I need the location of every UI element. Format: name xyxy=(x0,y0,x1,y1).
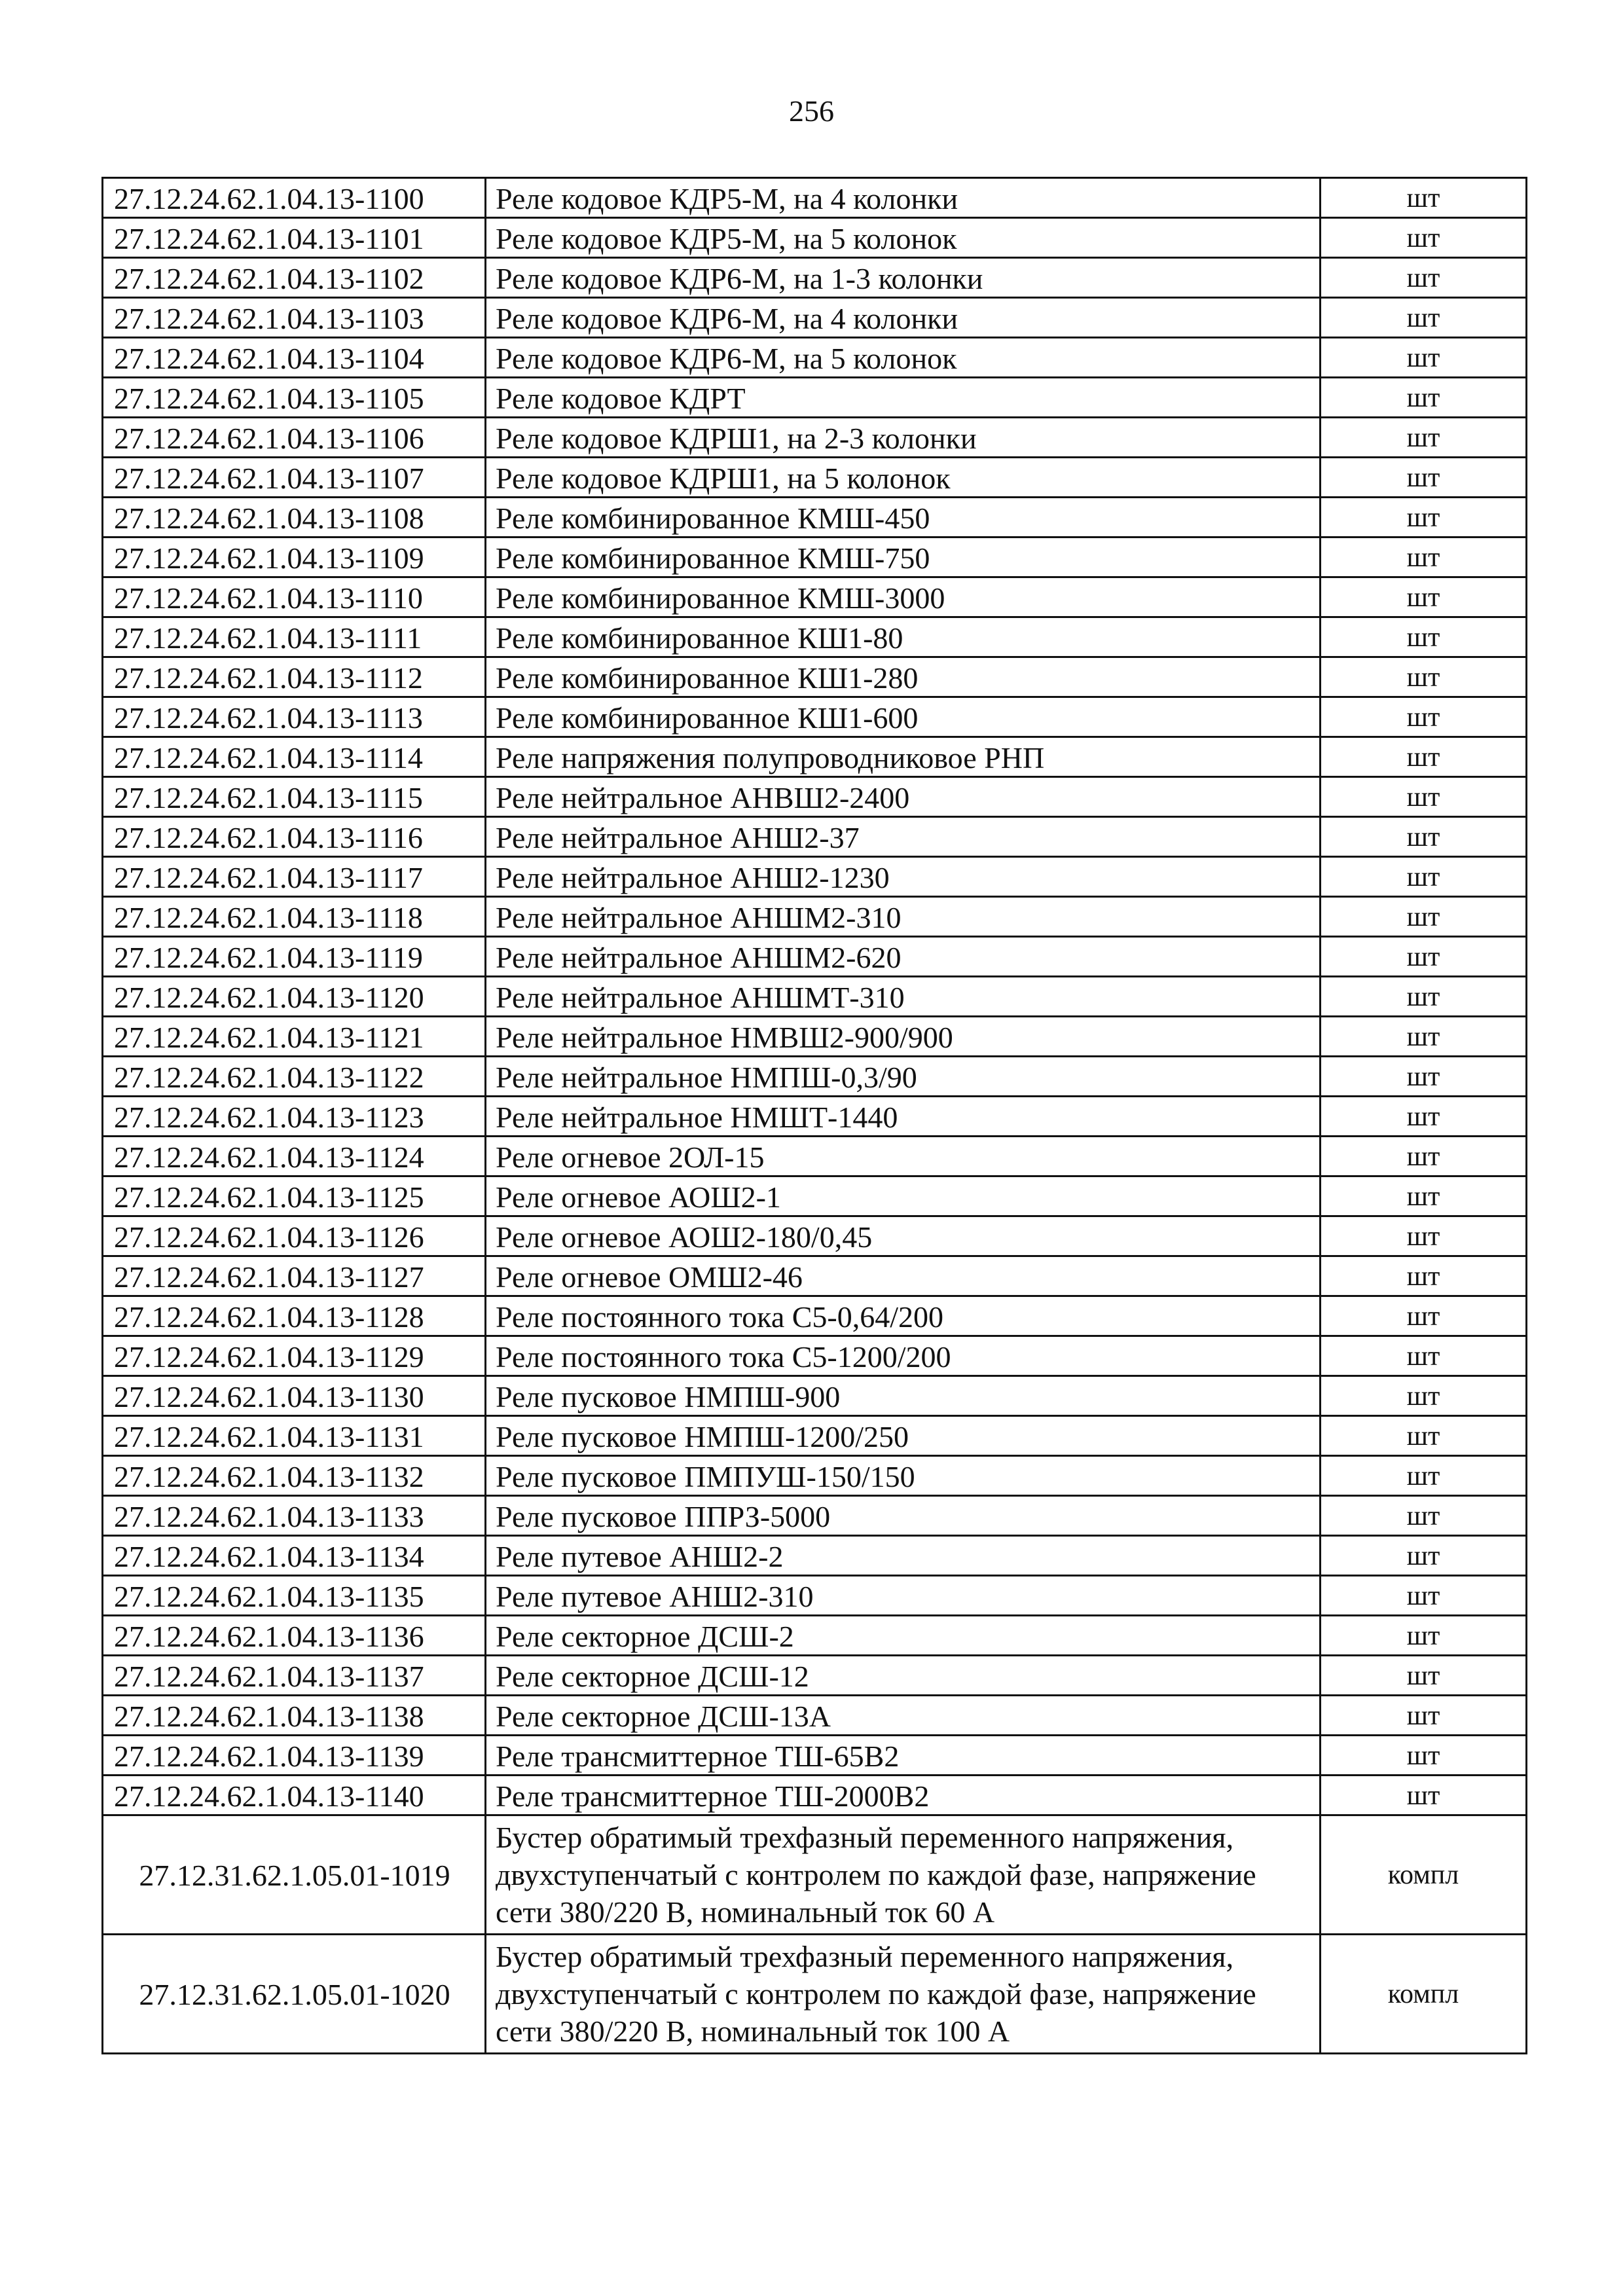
unit-cell: шт xyxy=(1321,1656,1527,1696)
table-row xyxy=(103,737,1527,777)
resource-code-cell: 27.12.24.62.1.04.13-1121 xyxy=(103,1017,486,1057)
unit-cell: шт xyxy=(1321,1416,1527,1456)
unit-cell: шт xyxy=(1321,1456,1527,1496)
resource-code-cell: 27.12.24.62.1.04.13-1106 xyxy=(103,418,486,458)
table-row xyxy=(103,1815,1527,1935)
table-row xyxy=(103,897,1527,937)
table-row xyxy=(103,937,1527,977)
table-row xyxy=(103,697,1527,737)
resource-code-cell: 27.12.24.62.1.04.13-1102 xyxy=(103,258,486,298)
resource-code-cell: 27.12.24.62.1.04.13-1139 xyxy=(103,1736,486,1776)
table-row xyxy=(103,458,1527,498)
resource-code-cell: 27.12.24.62.1.04.13-1115 xyxy=(103,777,486,817)
table-row xyxy=(103,258,1527,298)
unit-cell: шт xyxy=(1321,1057,1527,1097)
resource-code-cell: 27.12.24.62.1.04.13-1113 xyxy=(103,697,486,737)
resource-name-cell: Реле путевое АНШ2-310 xyxy=(486,1576,1321,1616)
unit-cell: шт xyxy=(1321,577,1527,617)
resource-code-cell: 27.12.24.62.1.04.13-1134 xyxy=(103,1536,486,1576)
resource-code-cell: 27.12.24.62.1.04.13-1107 xyxy=(103,458,486,498)
unit-cell: шт xyxy=(1321,977,1527,1017)
unit-cell: шт xyxy=(1321,458,1527,498)
unit-cell: шт xyxy=(1321,1176,1527,1216)
resource-code-cell: 27.12.24.62.1.04.13-1103 xyxy=(103,298,486,338)
unit-cell: шт xyxy=(1321,1137,1527,1176)
table-row xyxy=(103,418,1527,458)
resource-name-cell: Реле нейтральное АНШМ2-620 xyxy=(486,937,1321,977)
resource-name-cell: Реле пусковое ПМПУШ-150/150 xyxy=(486,1456,1321,1496)
resource-name-cell: Реле пусковое НМПШ-900 xyxy=(486,1376,1321,1416)
unit-cell: шт xyxy=(1321,897,1527,937)
resource-name-cell: Реле комбинированное КШ1-280 xyxy=(486,657,1321,697)
resource-code-cell: 27.12.31.62.1.05.01-1020 xyxy=(103,1935,486,2054)
unit-cell: шт xyxy=(1321,1097,1527,1137)
resource-code-cell: 27.12.24.62.1.04.13-1119 xyxy=(103,937,486,977)
table-row xyxy=(103,1536,1527,1576)
table-row xyxy=(103,378,1527,418)
resource-code-cell: 27.12.24.62.1.04.13-1131 xyxy=(103,1416,486,1456)
resource-name-cell: Реле кодовое КДРШ1, на 5 колонок xyxy=(486,458,1321,498)
unit-cell: шт xyxy=(1321,1536,1527,1576)
resource-code-cell: 27.12.24.62.1.04.13-1118 xyxy=(103,897,486,937)
resource-table xyxy=(101,177,1527,2054)
resource-code-cell: 27.12.24.62.1.04.13-1135 xyxy=(103,1576,486,1616)
unit-cell: шт xyxy=(1321,1336,1527,1376)
table-body xyxy=(103,178,1527,2054)
unit-cell: компл xyxy=(1321,1815,1527,1935)
resource-code-cell: 27.12.24.62.1.04.13-1109 xyxy=(103,538,486,577)
resource-name-cell: Реле нейтральное АНШМ2-310 xyxy=(486,897,1321,937)
resource-name-cell: Реле постоянного тока С5-1200/200 xyxy=(486,1336,1321,1376)
table-row xyxy=(103,538,1527,577)
table-row xyxy=(103,1736,1527,1776)
resource-name-cell: Реле пусковое ППРЗ-5000 xyxy=(486,1496,1321,1536)
table-row xyxy=(103,1576,1527,1616)
resource-name-cell: Реле кодовое КДР6-М, на 1-3 колонки xyxy=(486,258,1321,298)
resource-name-cell: Реле комбинированное КМШ-450 xyxy=(486,498,1321,538)
resource-code-cell: 27.12.24.62.1.04.13-1116 xyxy=(103,817,486,857)
table-row xyxy=(103,1496,1527,1536)
resource-code-cell: 27.12.24.62.1.04.13-1137 xyxy=(103,1656,486,1696)
table-row xyxy=(103,1376,1527,1416)
table-row xyxy=(103,1017,1527,1057)
resource-code-cell: 27.12.24.62.1.04.13-1129 xyxy=(103,1336,486,1376)
resource-name-cell: Реле нейтральное АНВШ2-2400 xyxy=(486,777,1321,817)
unit-cell: компл xyxy=(1321,1935,1527,2054)
table-row xyxy=(103,1776,1527,1815)
resource-code-cell: 27.12.24.62.1.04.13-1126 xyxy=(103,1216,486,1256)
resource-code-cell: 27.12.31.62.1.05.01-1019 xyxy=(103,1815,486,1935)
resource-code-cell: 27.12.24.62.1.04.13-1114 xyxy=(103,737,486,777)
table-row xyxy=(103,1456,1527,1496)
unit-cell: шт xyxy=(1321,338,1527,378)
resource-name-cell: Реле трансмиттерное ТШ-65В2 xyxy=(486,1736,1321,1776)
resource-name-cell: Реле напряжения полупроводниковое РНП xyxy=(486,737,1321,777)
resource-code-cell: 27.12.24.62.1.04.13-1101 xyxy=(103,218,486,258)
resource-code-cell: 27.12.24.62.1.04.13-1120 xyxy=(103,977,486,1017)
unit-cell: шт xyxy=(1321,1296,1527,1336)
resource-code-cell: 27.12.24.62.1.04.13-1100 xyxy=(103,178,486,218)
unit-cell: шт xyxy=(1321,857,1527,897)
resource-name-cell: Реле кодовое КДР5-М, на 4 колонки xyxy=(486,178,1321,218)
table-row xyxy=(103,1057,1527,1097)
table-row xyxy=(103,817,1527,857)
table-row xyxy=(103,1176,1527,1216)
resource-code-cell: 27.12.24.62.1.04.13-1122 xyxy=(103,1057,486,1097)
unit-cell: шт xyxy=(1321,218,1527,258)
unit-cell: шт xyxy=(1321,777,1527,817)
resource-name-cell: Реле комбинированное КМШ-750 xyxy=(486,538,1321,577)
resource-code-cell: 27.12.24.62.1.04.13-1125 xyxy=(103,1176,486,1216)
table-row xyxy=(103,298,1527,338)
resource-name-cell: Реле нейтральное НМПШ-0,3/90 xyxy=(486,1057,1321,1097)
unit-cell: шт xyxy=(1321,1017,1527,1057)
resource-code-cell: 27.12.24.62.1.04.13-1110 xyxy=(103,577,486,617)
resource-code-cell: 27.12.24.62.1.04.13-1105 xyxy=(103,378,486,418)
table-row xyxy=(103,1137,1527,1176)
table-row xyxy=(103,1696,1527,1736)
table-row xyxy=(103,977,1527,1017)
resource-name-cell: Реле кодовое КДРШ1, на 2-3 колонки xyxy=(486,418,1321,458)
resource-name-cell: Реле нейтральное АНШМТ-310 xyxy=(486,977,1321,1017)
unit-cell: шт xyxy=(1321,1696,1527,1736)
resource-code-cell: 27.12.24.62.1.04.13-1138 xyxy=(103,1696,486,1736)
resource-code-cell: 27.12.24.62.1.04.13-1117 xyxy=(103,857,486,897)
resource-name-cell: Реле огневое ОМШ2-46 xyxy=(486,1256,1321,1296)
table-row xyxy=(103,577,1527,617)
resource-name-cell: Реле огневое 2ОЛ-15 xyxy=(486,1137,1321,1176)
unit-cell: шт xyxy=(1321,418,1527,458)
table-row xyxy=(103,1296,1527,1336)
table-row xyxy=(103,857,1527,897)
unit-cell: шт xyxy=(1321,538,1527,577)
unit-cell: шт xyxy=(1321,697,1527,737)
unit-cell: шт xyxy=(1321,617,1527,657)
table-row xyxy=(103,1216,1527,1256)
resource-name-cell: Реле секторное ДСШ-12 xyxy=(486,1656,1321,1696)
resource-code-cell: 27.12.24.62.1.04.13-1127 xyxy=(103,1256,486,1296)
resource-name-cell: Реле огневое АОШ2-1 xyxy=(486,1176,1321,1216)
unit-cell: шт xyxy=(1321,1736,1527,1776)
resource-name-cell: Реле нейтральное НМШТ-1440 xyxy=(486,1097,1321,1137)
table-row xyxy=(103,1616,1527,1656)
unit-cell: шт xyxy=(1321,178,1527,218)
resource-name-cell: Реле кодовое КДР5-М, на 5 колонок xyxy=(486,218,1321,258)
unit-cell: шт xyxy=(1321,1576,1527,1616)
resource-name-cell: Реле комбинированное КШ1-80 xyxy=(486,617,1321,657)
resource-code-cell: 27.12.24.62.1.04.13-1128 xyxy=(103,1296,486,1336)
resource-name-cell: Реле кодовое КДРТ xyxy=(486,378,1321,418)
resource-name-cell: Реле постоянного тока С5-0,64/200 xyxy=(486,1296,1321,1336)
resource-code-cell: 27.12.24.62.1.04.13-1111 xyxy=(103,617,486,657)
resource-code-cell: 27.12.24.62.1.04.13-1124 xyxy=(103,1137,486,1176)
resource-name-cell: Реле комбинированное КШ1-600 xyxy=(486,697,1321,737)
resource-name-cell: Реле трансмиттерное ТШ-2000В2 xyxy=(486,1776,1321,1815)
unit-cell: шт xyxy=(1321,1776,1527,1815)
page-number: 256 xyxy=(789,94,834,128)
unit-cell: шт xyxy=(1321,378,1527,418)
resource-code-cell: 27.12.24.62.1.04.13-1104 xyxy=(103,338,486,378)
unit-cell: шт xyxy=(1321,258,1527,298)
resource-code-cell: 27.12.24.62.1.04.13-1133 xyxy=(103,1496,486,1536)
resource-name-cell: Реле секторное ДСШ-2 xyxy=(486,1616,1321,1656)
unit-cell: шт xyxy=(1321,498,1527,538)
table-row xyxy=(103,498,1527,538)
unit-cell: шт xyxy=(1321,1496,1527,1536)
table-row xyxy=(103,1416,1527,1456)
resource-name-cell: Реле кодовое КДР6-М, на 4 колонки xyxy=(486,298,1321,338)
resource-name-cell: Бустер обратимый трехфазный переменного напряжения, двухступенчатый с контролем по каждой фазе, напряжение сети 380/220 В, номинальный ток 100 А xyxy=(486,1935,1321,2054)
resource-name-cell: Реле пусковое НМПШ-1200/250 xyxy=(486,1416,1321,1456)
table-row xyxy=(103,777,1527,817)
table-row xyxy=(103,338,1527,378)
unit-cell: шт xyxy=(1321,1376,1527,1416)
unit-cell: шт xyxy=(1321,1616,1527,1656)
resource-name-cell: Реле комбинированное КМШ-3000 xyxy=(486,577,1321,617)
resource-code-cell: 27.12.24.62.1.04.13-1130 xyxy=(103,1376,486,1416)
resource-code-cell: 27.12.24.62.1.04.13-1123 xyxy=(103,1097,486,1137)
unit-cell: шт xyxy=(1321,1256,1527,1296)
table-row xyxy=(103,657,1527,697)
table-row xyxy=(103,1097,1527,1137)
table-row xyxy=(103,1935,1527,2054)
unit-cell: шт xyxy=(1321,298,1527,338)
unit-cell: шт xyxy=(1321,737,1527,777)
resource-name-cell: Реле путевое АНШ2-2 xyxy=(486,1536,1321,1576)
resource-code-cell: 27.12.24.62.1.04.13-1132 xyxy=(103,1456,486,1496)
resource-code-cell: 27.12.24.62.1.04.13-1140 xyxy=(103,1776,486,1815)
table-row xyxy=(103,1256,1527,1296)
resource-name-cell: Реле нейтральное НМВШ2-900/900 xyxy=(486,1017,1321,1057)
table-row xyxy=(103,178,1527,218)
table-row xyxy=(103,1656,1527,1696)
unit-cell: шт xyxy=(1321,817,1527,857)
table-row xyxy=(103,1336,1527,1376)
resource-code-cell: 27.12.24.62.1.04.13-1112 xyxy=(103,657,486,697)
resource-code-cell: 27.12.24.62.1.04.13-1136 xyxy=(103,1616,486,1656)
unit-cell: шт xyxy=(1321,657,1527,697)
resource-code-cell: 27.12.24.62.1.04.13-1108 xyxy=(103,498,486,538)
table-row xyxy=(103,617,1527,657)
unit-cell: шт xyxy=(1321,937,1527,977)
resource-name-cell: Реле нейтральное АНШ2-1230 xyxy=(486,857,1321,897)
resource-name-cell: Бустер обратимый трехфазный переменного напряжения, двухступенчатый с контролем по каждой фазе, напряжение сети 380/220 В, номинальный ток 60 А xyxy=(486,1815,1321,1935)
table-row xyxy=(103,218,1527,258)
resource-name-cell: Реле кодовое КДР6-М, на 5 колонок xyxy=(486,338,1321,378)
unit-cell: шт xyxy=(1321,1216,1527,1256)
resource-name-cell: Реле огневое АОШ2-180/0,45 xyxy=(486,1216,1321,1256)
resource-name-cell: Реле секторное ДСШ-13А xyxy=(486,1696,1321,1736)
resource-name-cell: Реле нейтральное АНШ2-37 xyxy=(486,817,1321,857)
